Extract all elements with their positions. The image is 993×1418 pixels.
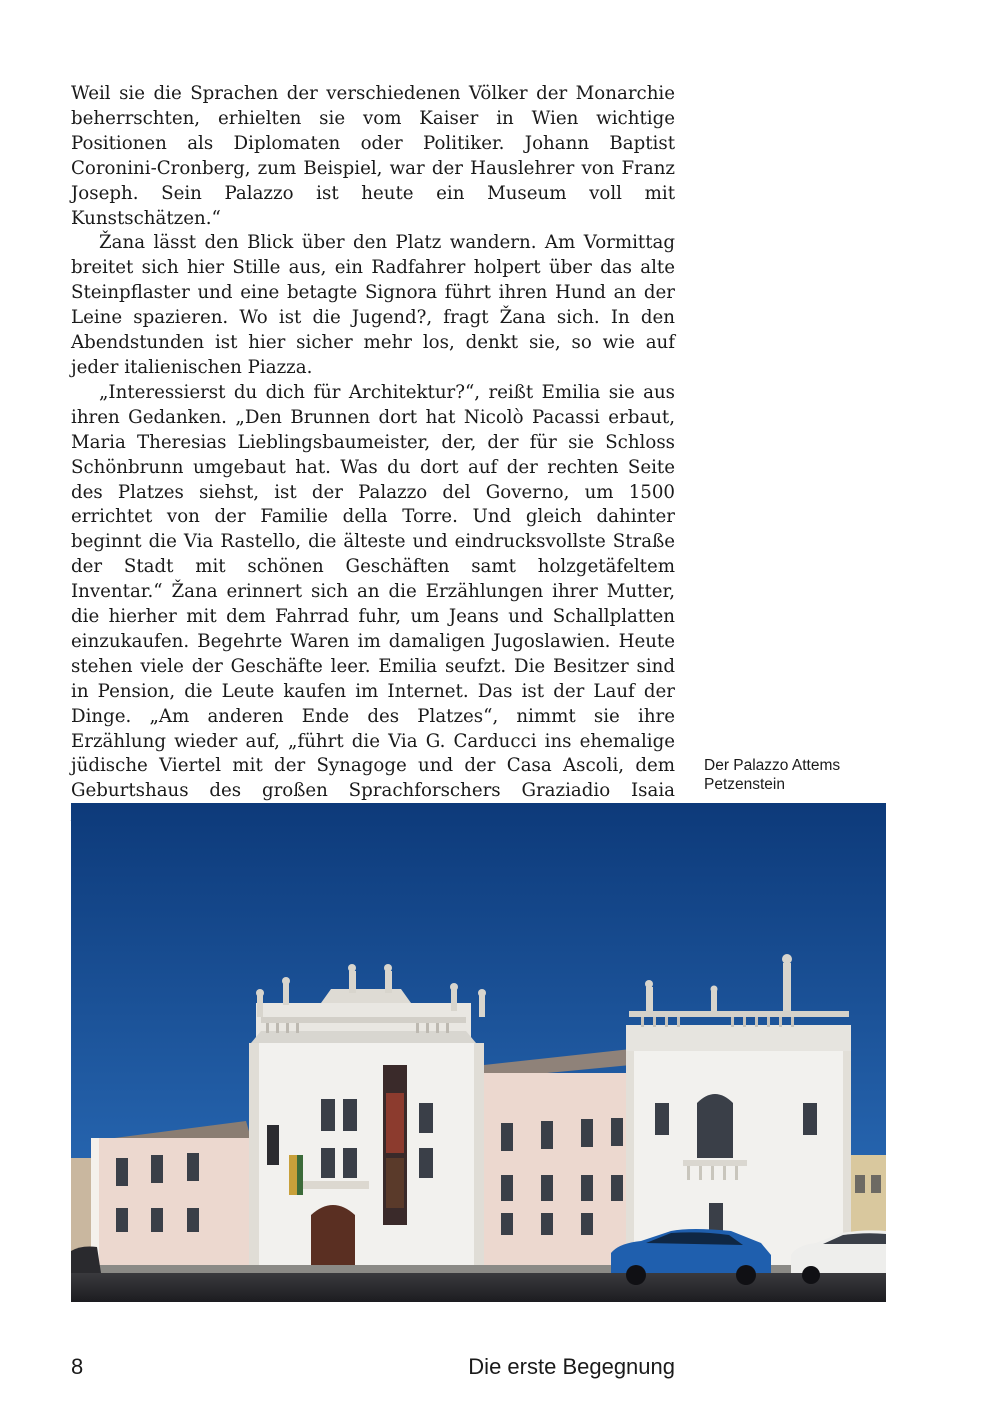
paragraph-3: „Interessierst du dich für Architektur?“, reißt Emilia sie aus ihren Gedanken. „Den Brunnen dort hat Nicolò Pacassi erbaut, Maria Theresias Lieblingsbaumeister, der, der für sie Schloss Schönbrunn umgebaut hat. Was du dort auf der rechten Seite des Platzes siehst, ist der Palazzo del Governo, um 1500 errichtet von der Familie della Torre. Und gleich dahinter beginnt die Via Rastello, die älteste und eindrucksvollste Straße der Stadt mit schönen Geschäften samt holzgetäfeltem Inventar.“ Žana erinnert sich an die Erzählungen ihrer Mutter, die hierher mit dem Fahrrad fuhr, um Jeans und Schallplatten einzukaufen. Begehrte Waren im damaligen Jugoslawien. Heute stehen viele der Geschäfte leer. Emilia seufzt. Die Besitzer sind in Pension, die Leute kaufen im Internet. Das ist der Lauf der Dinge. „Am anderen Ende des Platzes“, nimmt sie ihre Erzählung wieder auf, „führt die Via G. Carducci ins ehemalige jüdische Viertel mit der Synagoge und der Casa Ascoli, dem Geburtshaus des großen Sprachforschers Graziadio Isaia [71,381,675,802]
palazzo-photo [71,803,886,1302]
central-facade [249,1043,484,1271]
chapter-title: Die erste Begegnung [468,1354,675,1379]
left-wing-facade [91,1138,251,1268]
dark-car-left [71,1247,101,1274]
caption-line-2: Petzenstein [704,776,785,793]
page-footer [71,1354,675,1388]
paragraph-1: Weil sie die Sprachen der verschiedenen Völker der Monarchie beherrschten, erhielten sie vom Kaiser in Wien wichtige Positionen als Diplomaten oder Politiker. Johann Baptist Coronini-Cronberg, zum Beispiel, war der Hauslehrer von Franz Joseph. Sein Palazzo ist heute ein Museum voll mit Kunstschätzen.“ [71,83,675,229]
paragraph-2: Žana lässt den Blick über den Platz wandern. Am Vormittag breitet sich hier Stille aus, ein Radfahrer holpert über das alte Steinpflaster und eine betagte Signora führt ihren Hund an der Leine spazieren. Wo ist die Jugend?, fragt Žana sich. In den Abendstunden ist hier sicher mehr los, denkt sie, so wie auf jeder italienischen Piazza. [71,232,675,378]
entrance-portal [311,1205,355,1271]
page-number: 8 [71,1354,84,1379]
figure-caption [704,756,894,794]
right-wing-facade [484,1073,634,1271]
body-text [71,82,675,829]
palazzo-illustration [71,803,886,1302]
caption-line-1: Der Palazzo Attems [704,757,841,774]
road [71,1273,886,1302]
arched-window [697,1094,733,1158]
right-pavilion-attic [626,1025,851,1051]
